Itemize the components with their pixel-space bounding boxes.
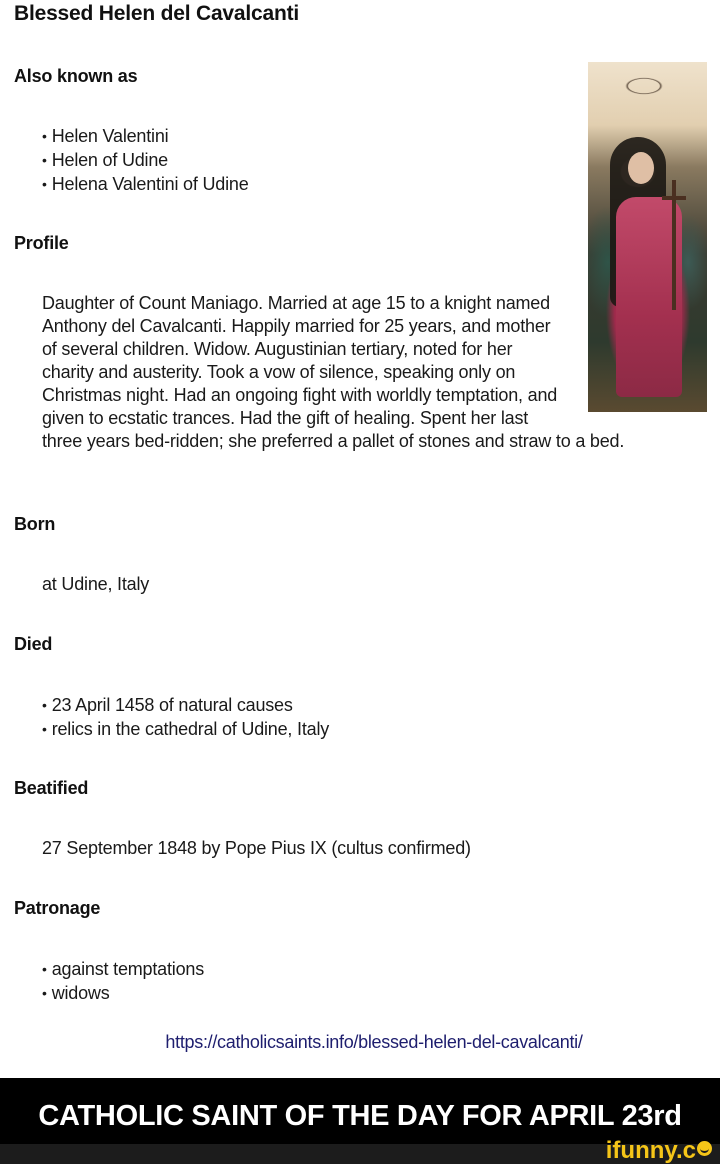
watermark-text: ifunny.c bbox=[605, 1137, 696, 1164]
heading-also-known-as: Also known as bbox=[14, 66, 138, 86]
patronage-list bbox=[42, 958, 204, 1006]
heading-died: Died bbox=[14, 634, 53, 654]
source-link[interactable]: https://catholicsaints.info/blessed-helen-del-cavalcanti/ bbox=[165, 1032, 583, 1052]
smiley-icon bbox=[697, 1141, 712, 1156]
list-item: • Helena Valentini of Udine bbox=[42, 173, 249, 197]
list-item: • Helen of Udine bbox=[42, 149, 249, 173]
saint-of-the-day-banner: CATHOLIC SAINT OF THE DAY FOR APRIL 23rd bbox=[0, 1078, 720, 1144]
list-item: • widows bbox=[42, 982, 204, 1006]
list-item: • 23 April 1458 of natural causes bbox=[42, 694, 329, 718]
page-title: Blessed Helen del Cavalcanti bbox=[14, 2, 300, 25]
profile-text-content: Daughter of Count Maniago. Married at age 15 to a knight named Anthony del Cavalcanti. Happily married for 25 years, and mother of several children. Widow. Augustinian tertiary, noted for her charity and austerity. Took a vow of silence, speaking only on Christmas night. Had an ongoing fight with worldly temptation, and given to ecstatic trances. Had the gift of healing. Spent her last three years bed-ridden; she preferred a pallet of stones and straw to a bed. bbox=[42, 293, 625, 451]
crucifix-bar bbox=[662, 196, 686, 200]
portrait-face bbox=[628, 152, 654, 184]
image-float-spacer bbox=[566, 292, 682, 419]
born-text: at Udine, Italy bbox=[42, 574, 150, 594]
heading-beatified: Beatified bbox=[14, 778, 89, 798]
ifunny-watermark bbox=[606, 1137, 712, 1165]
also-known-as-list bbox=[42, 125, 249, 197]
profile-text bbox=[42, 292, 682, 453]
list-item: • against temptations bbox=[42, 958, 204, 982]
list-item: • relics in the cathedral of Udine, Italy bbox=[42, 718, 329, 742]
beatified-text: 27 September 1848 by Pope Pius IX (cultus confirmed) bbox=[42, 838, 471, 858]
heading-born: Born bbox=[14, 514, 56, 534]
died-list bbox=[42, 694, 329, 742]
heading-profile: Profile bbox=[14, 233, 69, 253]
heading-patronage: Patronage bbox=[14, 898, 101, 918]
list-item: • Helen Valentini bbox=[42, 125, 249, 149]
